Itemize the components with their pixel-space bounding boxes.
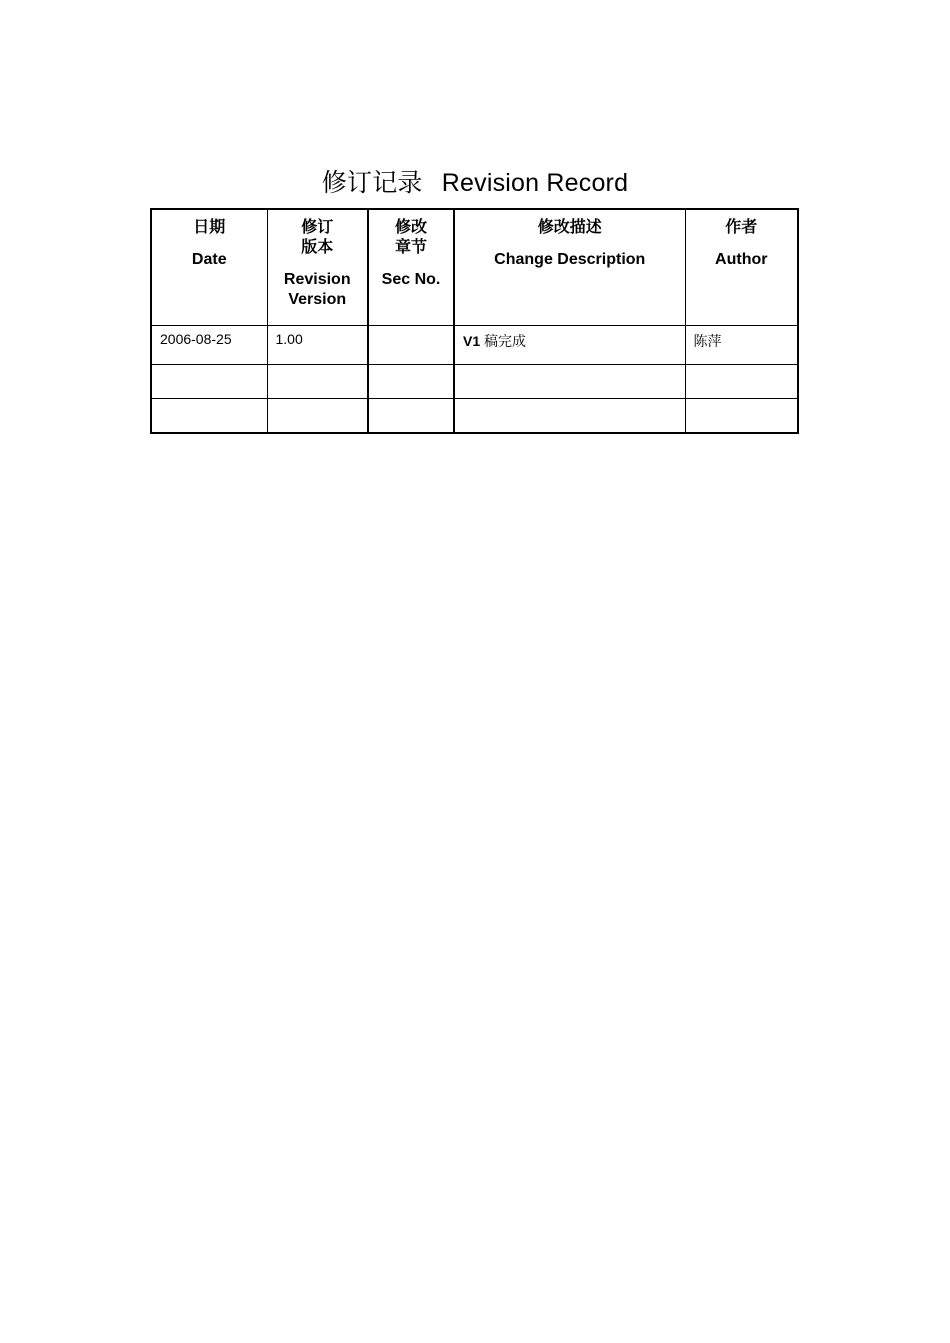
- cell-description: [454, 399, 685, 434]
- cell-description: [454, 365, 685, 399]
- cell-section: [368, 326, 454, 365]
- cell-description-text: 稿完成: [484, 334, 527, 350]
- header-change-description-en: Change Description: [494, 251, 646, 268]
- header-change-description-zh: 修改描述: [537, 219, 602, 236]
- table-row: [151, 326, 798, 365]
- table-header-row: [151, 209, 798, 326]
- header-revision-version: [267, 209, 368, 326]
- header-date: [151, 209, 267, 326]
- cell-description: [454, 326, 685, 365]
- cell-author: [685, 365, 798, 399]
- header-revision-version-zh: 修订 版本: [301, 219, 334, 256]
- revision-record-table: [150, 208, 799, 434]
- page-title-zh: 修订记录: [321, 168, 423, 197]
- cell-date: [151, 399, 267, 434]
- header-author: [685, 209, 798, 326]
- cell-date: [151, 365, 267, 399]
- table-row: [151, 365, 798, 399]
- header-revision-version-en: Revision Version: [283, 271, 351, 308]
- cell-version: [267, 399, 368, 434]
- header-date-zh: 日期: [193, 219, 226, 236]
- header-sec-no-zh: 修改 章节: [394, 219, 427, 256]
- cell-version: 1.00: [267, 326, 368, 365]
- cell-date: 2006-08-25: [151, 326, 267, 365]
- header-author-zh: 作者: [725, 219, 758, 236]
- header-change-description: [454, 209, 685, 326]
- header-sec-no-en: Sec No.: [381, 271, 441, 288]
- cell-section: [368, 365, 454, 399]
- header-date-en: Date: [191, 251, 227, 268]
- cell-author: [685, 399, 798, 434]
- page-title-en: Revision Record: [441, 168, 629, 197]
- header-author-en: Author: [715, 251, 768, 268]
- cell-author-text: 陈萍: [693, 334, 722, 350]
- table-row: [151, 399, 798, 434]
- header-sec-no: [368, 209, 454, 326]
- cell-section: [368, 399, 454, 434]
- cell-version: [267, 365, 368, 399]
- page-title: [0, 163, 950, 199]
- cell-author: [685, 326, 798, 365]
- cell-description-version: V1: [463, 333, 481, 349]
